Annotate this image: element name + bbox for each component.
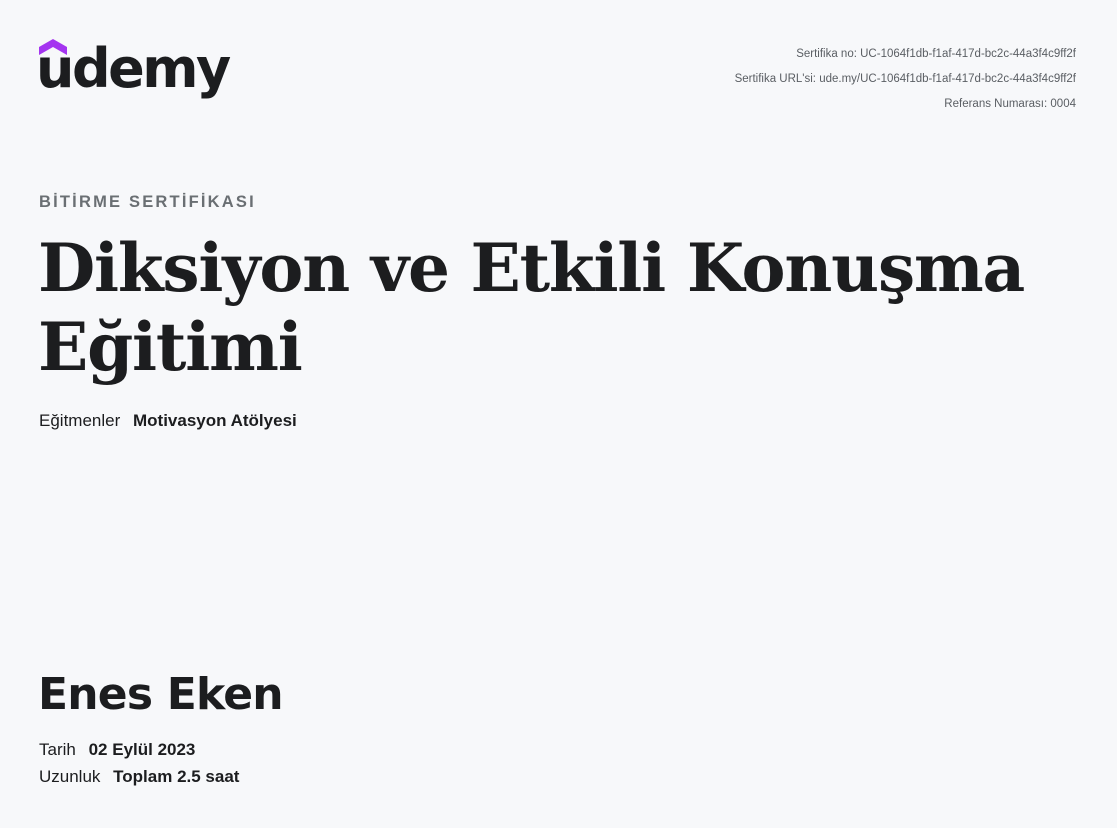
- instructors: [39, 411, 297, 431]
- date-value: 02 Eylül 2023: [88, 740, 196, 759]
- reference-number: [735, 92, 1076, 117]
- recipient-name: Enes Eken: [38, 669, 283, 720]
- instructors-label: Eğitmenler: [39, 411, 121, 430]
- certificate-url: [735, 67, 1076, 92]
- udemy-logo: [38, 38, 238, 114]
- reference-number-label: Referans Numarası:: [944, 98, 1048, 110]
- certificate-url-label: Sertifika URL'si:: [734, 73, 817, 85]
- certificate-url-value[interactable]: ude.my/UC-1064f1db-f1af-417d-bc2c-44a3f4c9ff2f: [819, 73, 1076, 85]
- instructors-value: Motivasyon Atölyesi: [133, 411, 297, 430]
- certificate-number-value: UC-1064f1db-f1af-417d-bc2c-44a3f4c9ff2f: [860, 48, 1076, 60]
- reference-number-value: 0004: [1050, 98, 1076, 110]
- length-value: Toplam 2.5 saat: [113, 767, 240, 786]
- date-label: Tarih: [39, 740, 76, 759]
- logo-wordmark: udemy: [36, 37, 229, 100]
- course-title: Diksiyon ve Etkili Konuşma Eğitimi: [38, 229, 1025, 386]
- certificate-number-label: Sertifika no:: [796, 48, 857, 60]
- date-row: [39, 740, 195, 760]
- certificate-number: [735, 42, 1076, 67]
- certificate-type: BİTİRME SERTİFİKASI: [39, 193, 256, 211]
- certificate-meta: [735, 42, 1076, 117]
- length-label: Uzunluk: [39, 767, 101, 786]
- length-row: [39, 767, 239, 787]
